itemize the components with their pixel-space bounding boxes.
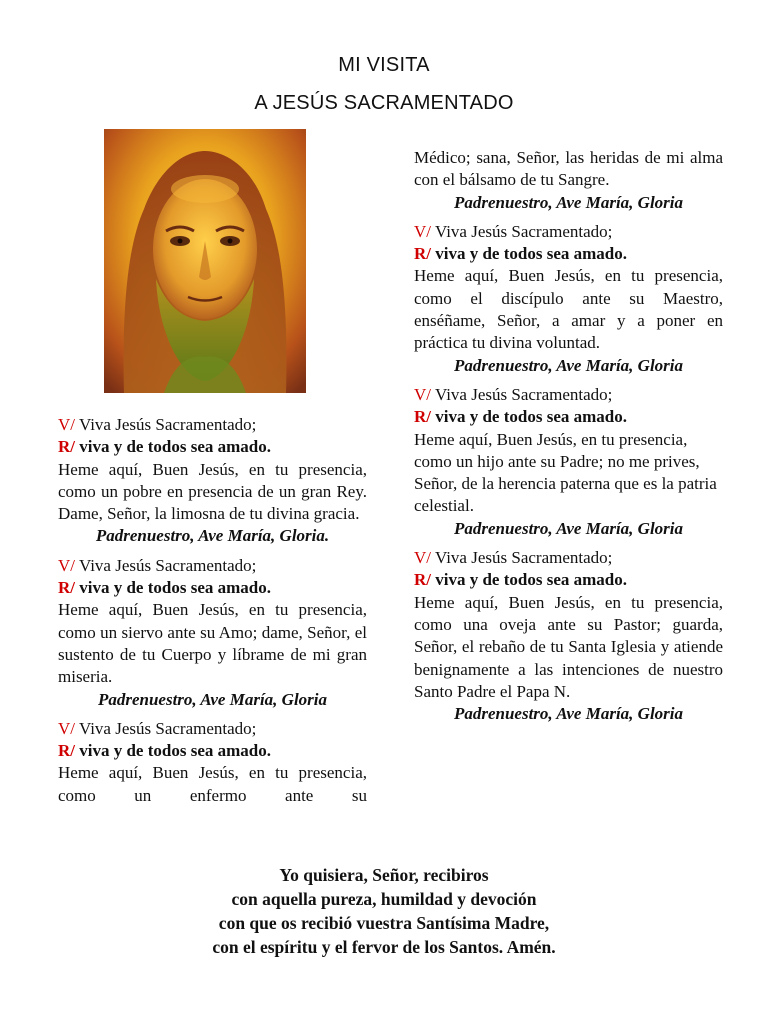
verse-block bbox=[58, 414, 367, 548]
response-marker: R/ bbox=[414, 407, 431, 427]
verse-block bbox=[414, 384, 723, 540]
verse-body: Heme aquí, Buen Jesús, en tu presencia, como una oveja ante su Pastor; guarda, Señor, el rebaño de tu Santa Iglesia y atiende benignamente a las intenciones de nuestro Santo Padre el Papa N. bbox=[414, 592, 723, 701]
verse-block bbox=[414, 547, 723, 725]
versicle-text: Viva Jesús Sacramentado; bbox=[75, 555, 257, 575]
versicle-marker: V/ bbox=[414, 221, 431, 241]
closing-line: con que os recibió vuestra Santísima Madre, bbox=[218, 913, 550, 933]
prayer-line: Padrenuestro, Ave María, Gloria bbox=[453, 355, 684, 375]
response-marker: R/ bbox=[58, 437, 75, 457]
response-marker: R/ bbox=[414, 244, 431, 264]
verse-block-continued bbox=[414, 147, 723, 214]
left-column bbox=[58, 414, 367, 807]
closing-line: Yo quisiera, Señor, recibiros bbox=[279, 865, 489, 885]
versicle-text: Viva Jesús Sacramentado; bbox=[75, 718, 257, 738]
response-text: viva y de todos sea amado. bbox=[431, 570, 627, 590]
versicle-text: Viva Jesús Sacramentado; bbox=[75, 415, 257, 434]
verse-body-part1: Heme aquí, Buen Jesús, en tu presencia, como un enfermo ante su bbox=[58, 763, 367, 805]
verse-block bbox=[58, 718, 367, 807]
prayer-line: Padrenuestro, Ave María, Gloria. bbox=[95, 526, 330, 546]
versicle-marker: V/ bbox=[58, 415, 75, 434]
verse-body: Heme aquí, Buen Jesús, en tu presencia, como un pobre en presencia de un gran Rey. Dame, Señor, la limosna de tu divina gracia. bbox=[58, 459, 367, 524]
page-title-line1: MI VISITA bbox=[338, 54, 430, 76]
prayer-line: Padrenuestro, Ave María, Gloria bbox=[453, 518, 684, 538]
versicle-marker: V/ bbox=[414, 548, 431, 568]
holy-face-portrait bbox=[104, 129, 306, 393]
prayer-line: Padrenuestro, Ave María, Gloria bbox=[453, 192, 684, 212]
verse-body-part2: Médico; sana, Señor, las heridas de mi alma con el bálsamo de tu Sangre. bbox=[414, 148, 723, 190]
prayer-line: Padrenuestro, Ave María, Gloria bbox=[453, 704, 684, 724]
versicle-marker: V/ bbox=[414, 384, 431, 404]
verse-block bbox=[414, 221, 723, 377]
versicle-text: Viva Jesús Sacramentado; bbox=[431, 384, 613, 404]
versicle-text: Viva Jesús Sacramentado; bbox=[431, 548, 613, 568]
response-text: viva y de todos sea amado. bbox=[431, 244, 627, 264]
page-title-line2: A JESÚS SACRAMENTADO bbox=[254, 92, 514, 114]
response-marker: R/ bbox=[414, 570, 431, 590]
verse-block bbox=[58, 555, 367, 711]
versicle-text: Viva Jesús Sacramentado; bbox=[431, 221, 613, 241]
prayer-line: Padrenuestro, Ave María, Gloria bbox=[97, 689, 328, 709]
versicle-marker: V/ bbox=[58, 718, 75, 738]
closing-line: con el espíritu y el fervor de los Santos. Amén. bbox=[212, 937, 556, 957]
closing-prayer bbox=[0, 863, 768, 959]
versicle-marker: V/ bbox=[58, 555, 75, 575]
right-column bbox=[414, 147, 723, 725]
closing-line: con aquella pureza, humildad y devoción bbox=[231, 889, 537, 909]
response-marker: R/ bbox=[58, 741, 75, 761]
verse-body: Heme aquí, Buen Jesús, en tu presencia, como un siervo ante su Amo; dame, Señor, el sustento de tu Cuerpo y líbrame de mi gran miseria. bbox=[58, 600, 367, 687]
response-text: viva y de todos sea amado. bbox=[75, 578, 271, 598]
response-text: viva y de todos sea amado. bbox=[431, 407, 627, 427]
response-text: viva y de todos sea amado. bbox=[75, 741, 271, 761]
response-text: viva y de todos sea amado. bbox=[75, 437, 271, 457]
verse-body: Heme aquí, Buen Jesús, en tu presencia, como el discípulo ante su Maestro, enséñame, Señor, a amar y a poner en práctica tu divina voluntad. bbox=[414, 266, 723, 353]
verse-body: Heme aquí, Buen Jesús, en tu presencia, como un hijo ante su Padre; no me prives, Señor, de la herencia paterna que es la patria celestial. bbox=[414, 429, 717, 516]
response-marker: R/ bbox=[58, 578, 75, 598]
